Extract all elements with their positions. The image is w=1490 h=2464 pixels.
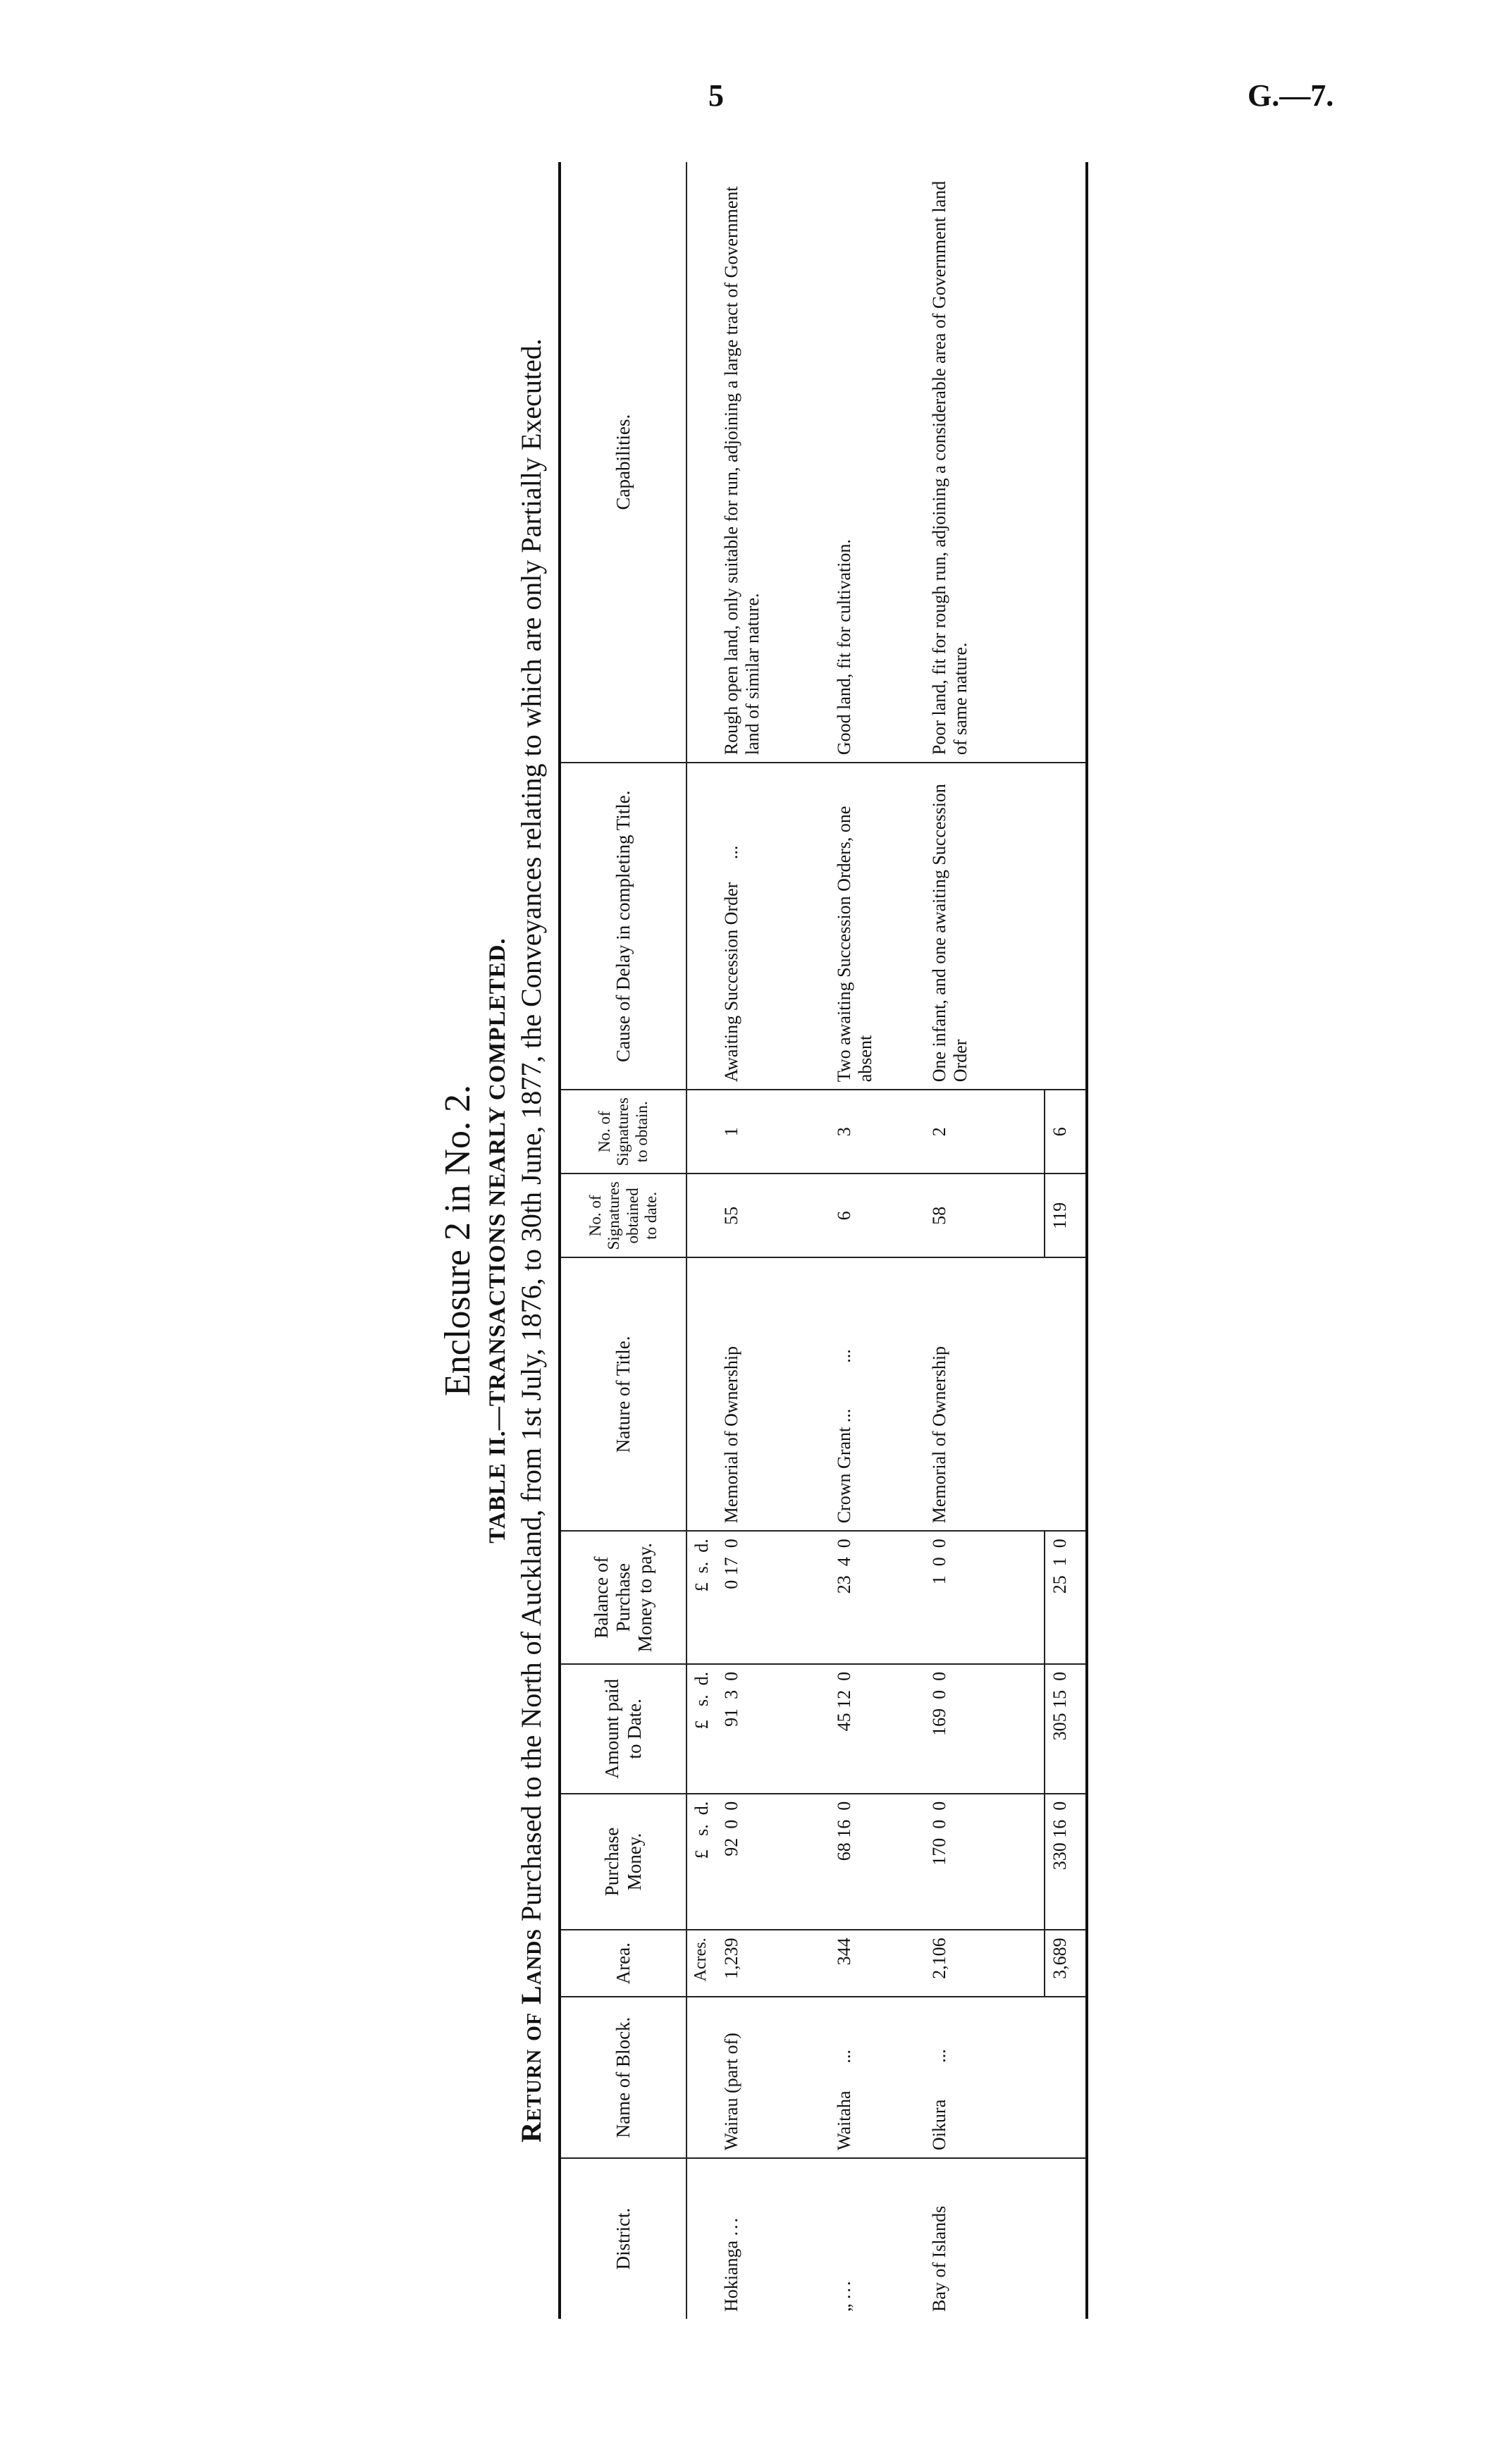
total-sig-obtained: 119 <box>1045 1174 1087 1257</box>
col-amount-paid: Amount paid to Date. <box>560 1664 686 1794</box>
cell-sig-obtained: 55 <box>717 1174 830 1257</box>
total-sig-to-obtain: 6 <box>1045 1090 1087 1174</box>
enclosure-title: Enclosure 2 in No. 2. <box>438 1085 478 1396</box>
cell-capabilities: Rough open land, only suitable for run, adjoining a large tract of Government land of similar nature. <box>717 162 830 763</box>
cell-paid: 169 0 0 <box>925 1664 1045 1794</box>
col-title-nature: Nature of Title. <box>560 1257 686 1531</box>
header-row <box>560 162 686 2319</box>
unit-balance: £ s. d. <box>686 1531 717 1664</box>
cell-delay-cause: Two awaiting Succession Orders, one absent <box>830 763 925 1090</box>
return-heading-prefix: Return of Lands <box>515 1928 547 2143</box>
col-district: District. <box>560 2158 686 2319</box>
page-reference: G.—7. <box>1248 78 1334 113</box>
return-heading-text: Purchased to the North of Auckland, from 1st July, 1876, to 30th June, 1877, the Conveyances relating to which are only Partially Executed. <box>515 338 547 1922</box>
cell-delay-cause: Awaiting Succession Order ... <box>717 763 830 1090</box>
cell-paid: 45 12 0 <box>830 1664 925 1794</box>
cell-block: Wairau (part of) <box>717 1997 830 2158</box>
col-sig-to-obtain: No. of Signatures to obtain. <box>560 1090 686 1174</box>
cell-area: 1,239 <box>717 1930 830 1997</box>
cell-sig-to-obtain: 1 <box>717 1090 830 1174</box>
cell-capabilities: Good land, fit for cultivation. <box>830 162 925 763</box>
cell-title-nature: Memorial of Ownership <box>925 1257 1045 1531</box>
cell-capabilities: Poor land, fit for rough run, adjoining a considerable area of Government land of same nature. <box>925 162 1045 763</box>
cell-district: „ ... <box>833 2279 854 2312</box>
col-purchase-money: Purchase Money. <box>560 1794 686 1930</box>
cell-title-nature: Crown Grant ... ... <box>830 1257 925 1531</box>
return-heading <box>515 162 548 2319</box>
cell-purchase: 68 16 0 <box>830 1794 925 1930</box>
cell-paid: 91 3 0 <box>717 1664 830 1794</box>
col-capabilities: Capabilities. <box>560 162 686 763</box>
cell-block: Waitaha ... <box>830 1997 925 2158</box>
cell-block: Oikura ... <box>925 1997 1045 2158</box>
unit-purchase: £ s. d. <box>686 1794 717 1930</box>
transactions-table <box>558 162 1088 2319</box>
units-row <box>686 162 717 2319</box>
cell-sig-to-obtain: 3 <box>830 1090 925 1174</box>
cell-balance: 23 4 0 <box>830 1531 925 1664</box>
cell-title-nature: Memorial of Ownership <box>717 1257 830 1531</box>
cell-area: 344 <box>830 1930 925 1997</box>
page-number: 5 <box>708 78 724 113</box>
cell-purchase: 92 0 0 <box>717 1794 830 1930</box>
cell-purchase: 170 0 0 <box>925 1794 1045 1930</box>
rotated-table-block <box>437 162 1071 2319</box>
cell-sig-obtained: 6 <box>830 1174 925 1257</box>
totals-row <box>1045 162 1087 2319</box>
table-row <box>717 162 830 2319</box>
table-row <box>830 162 925 2319</box>
col-delay-cause: Cause of Delay in completing Title. <box>560 763 686 1090</box>
total-purchase: 330 16 0 <box>1045 1794 1087 1930</box>
total-balance: 25 1 0 <box>1045 1531 1087 1664</box>
table-row <box>925 162 1045 2319</box>
cell-district: Hokianga ... <box>720 2215 741 2312</box>
col-sig-obtained: No. of Signatures obtained to date. <box>560 1174 686 1257</box>
col-balance: Balance of Purchase Money to pay. <box>560 1531 686 1664</box>
col-block: Name of Block. <box>560 1997 686 2158</box>
cell-sig-to-obtain: 2 <box>925 1090 1045 1174</box>
cell-area: 2,106 <box>925 1930 1045 1997</box>
cell-balance: 1 0 0 <box>925 1531 1045 1664</box>
cell-sig-obtained: 58 <box>925 1174 1045 1257</box>
total-area: 3,689 <box>1045 1930 1087 1997</box>
cell-district: Bay of Islands <box>928 2205 949 2312</box>
unit-area: Acres. <box>686 1930 717 1997</box>
col-area: Area. <box>560 1930 686 1997</box>
total-paid: 305 15 0 <box>1045 1664 1087 1794</box>
table-title: TABLE II.—TRANSACTIONS NEARLY COMPLETED. <box>485 937 510 1544</box>
cell-delay-cause: One infant, and one awaiting Succession Order <box>925 763 1045 1090</box>
unit-paid: £ s. d. <box>686 1664 717 1794</box>
cell-balance: 0 17 0 <box>717 1531 830 1664</box>
